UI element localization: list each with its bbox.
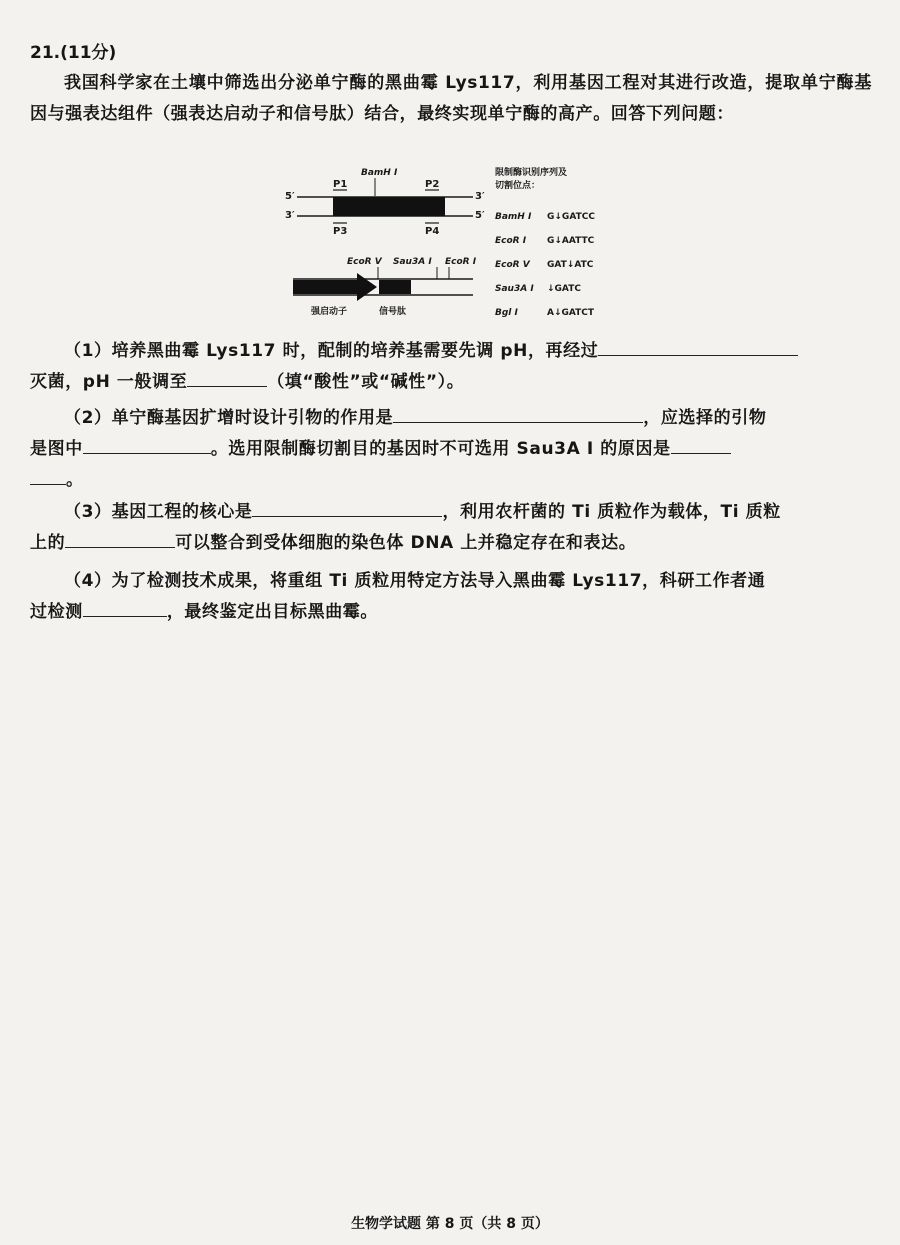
- q1-part-b: 灭菌，pH 一般调至: [30, 372, 188, 392]
- label-5prime-top: 5′: [285, 191, 295, 202]
- label-3prime-top-right: 3′: [475, 191, 485, 202]
- site-bamhi-label: BamH I: [361, 168, 398, 178]
- question-header: [30, 38, 116, 63]
- page-footer: 生物学试题 第 8 页（共 8 页）: [351, 1216, 549, 1232]
- q2-part-a: （2）单宁酶基因扩增时设计引物的作用是: [64, 408, 394, 428]
- primer-p2-label: P2: [425, 179, 440, 190]
- enzyme-bgli-seq: A↓GATCT: [547, 308, 595, 318]
- gene-diagram: [285, 163, 625, 323]
- enzyme-bamhi-seq: G↓GATCC: [547, 212, 595, 222]
- question-2: [30, 403, 872, 496]
- q2-part-d: 。选用限制酶切割目的基因时不可选用 Sau3A Ⅰ 的原因是: [210, 439, 671, 459]
- site-sau3ai-label: Sau3A I: [393, 257, 432, 267]
- question-score: (11分): [60, 43, 117, 63]
- strong-promoter-arrow: [293, 273, 377, 301]
- q4-part-a: （4）为了检测技术成果，将重组 Ti 质粒用特定方法导入黑曲霉 Lys117，科研工作者通: [64, 571, 766, 591]
- enzyme-ecori-seq: G↓AATTC: [547, 236, 595, 246]
- q2-part-b: ，应选择的引物: [643, 408, 767, 428]
- q2-blank-3-cont[interactable]: [30, 466, 66, 485]
- q3-blank-1[interactable]: [252, 498, 442, 517]
- primer-p1-label: P1: [333, 179, 348, 190]
- q1-part-c: （填“酸性”或“碱性”）。: [267, 372, 465, 392]
- q3-part-c: 上的: [30, 533, 66, 553]
- label-3prime-bottom: 3′: [285, 210, 295, 221]
- primer-p4-label: P4: [425, 226, 440, 237]
- q4-blank-1[interactable]: [83, 598, 167, 617]
- q3-part-d: 可以整合到受体细胞的染色体 DNA 上并稳定存在和表达。: [175, 533, 637, 553]
- enzyme-table-title-2: 切割位点：: [495, 181, 541, 191]
- enzyme-ecorv-name: EcoR V: [495, 260, 530, 270]
- promoter-label: 强启动子: [311, 307, 348, 317]
- q3-part-a: （3）基因工程的核心是: [64, 502, 253, 522]
- q2-part-e: 。: [66, 470, 84, 490]
- signal-peptide-label: 信号肽: [379, 307, 407, 317]
- gene-diagram-svg: [285, 163, 625, 323]
- signal-peptide-block: [379, 280, 411, 294]
- question-intro: 我国科学家在土壤中筛选出分泌单宁酶的黑曲霉 Lys117，利用基因工程对其进行改造，提取单宁酶基因与强表达组件（强表达启动子和信号肽）结合，最终实现单宁酶的高产。回答下列问题：: [30, 73, 872, 124]
- site-ecorv-label: EcoR V: [347, 257, 382, 267]
- q2-blank-3[interactable]: [671, 435, 731, 454]
- q4-part-c: ，最终鉴定出目标黑曲霉。: [166, 602, 379, 622]
- label-5prime-bottom-right: 5′: [475, 210, 485, 221]
- q4-part-b: 过检测: [30, 602, 83, 622]
- primer-p3-label: P3: [333, 226, 348, 237]
- enzyme-ecorv-seq: GAT↓ATC: [547, 260, 594, 270]
- question-number: 21.: [30, 43, 61, 63]
- q3-part-b: ，利用农杆菌的 Ti 质粒作为载体，Ti 质粒: [442, 502, 781, 522]
- q2-part-c: 是图中: [30, 439, 83, 459]
- enzyme-sau3ai-seq: ↓GATC: [547, 284, 581, 294]
- q1-part-a: （1）培养黑曲霉 Lys117 时，配制的培养基需要先调 pH，再经过: [64, 341, 599, 361]
- q1-blank-1[interactable]: [598, 337, 798, 356]
- q2-blank-1[interactable]: [393, 404, 643, 423]
- q2-blank-2[interactable]: [83, 435, 211, 454]
- enzyme-sau3ai-name: Sau3A I: [495, 284, 534, 294]
- question-3: [30, 497, 872, 559]
- enzyme-ecori-name: EcoR I: [495, 236, 527, 246]
- question-4: [30, 566, 872, 628]
- tannase-gene-block: [333, 197, 445, 216]
- enzyme-table-title-1: 限制酶识别序列及: [495, 168, 568, 178]
- site-ecori-label: EcoR I: [445, 257, 477, 267]
- enzyme-bamhi-name: BamH I: [495, 212, 532, 222]
- enzyme-bgli-name: Bgl I: [495, 308, 518, 318]
- q3-blank-2[interactable]: [65, 529, 175, 548]
- question-1: [30, 336, 872, 398]
- q1-blank-2[interactable]: [187, 368, 267, 387]
